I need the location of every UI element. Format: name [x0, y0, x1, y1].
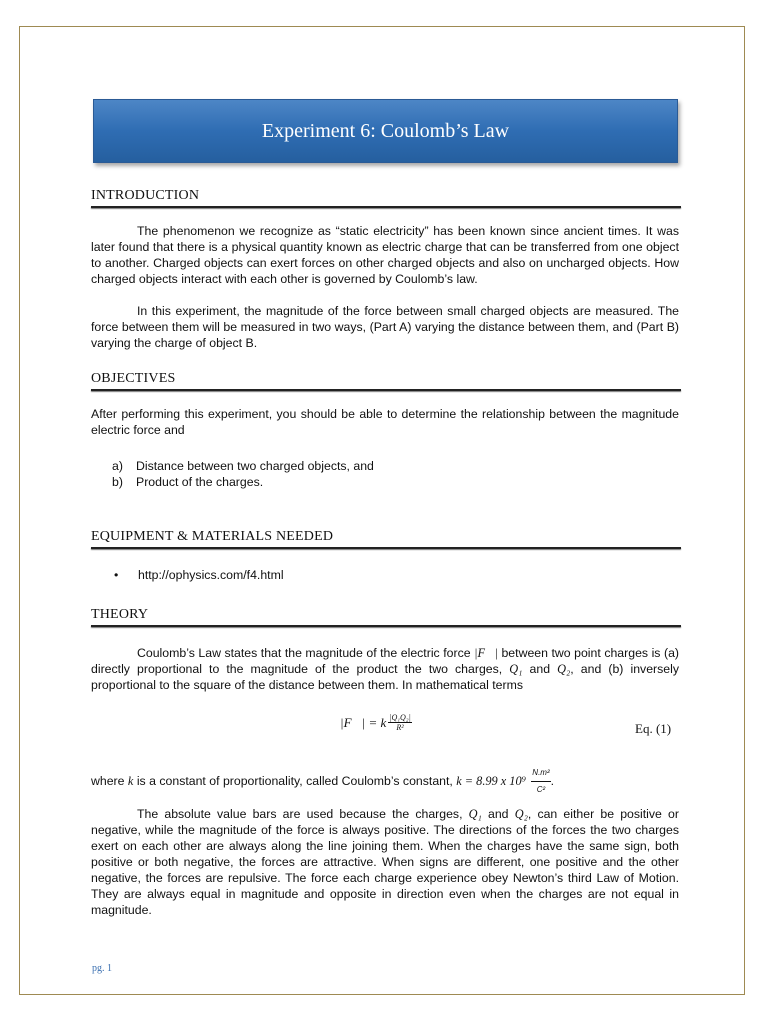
- heading-rule: [91, 625, 681, 627]
- heading-rule: [91, 206, 681, 208]
- equipment-heading: EQUIPMENT & MATERIALS NEEDED: [91, 529, 681, 549]
- theory-paragraph-3: The absolute value bars are used because the charges, Q₁ and Q₂, can either be positive or negative, while the magnitude of the force is always positive. The directions of the forces the two charges exert on each other are always along the line joining them. When the charges have the same sign, both positive or both negative, the forces are attractive. When signs are different, one positive and the other negative, the forces are repulsive. The force each charge experience obey Newton’s third Law of Motion. They are always equal in magnitude and opposite in direction even when the charges are not equal in magnitude.: [91, 807, 679, 917]
- equipment-link[interactable]: http://ophysics.com/f4.html: [138, 568, 284, 582]
- theory-heading: THEORY: [91, 607, 681, 627]
- heading-rule: [91, 389, 681, 391]
- title-banner: [93, 99, 678, 163]
- charge-q2: Q₂: [557, 662, 571, 676]
- heading-rule: [91, 547, 681, 549]
- constant-unit: $\frac{\text{N.m²}}{\text{C²}}$: [531, 765, 550, 798]
- list-item: a) Distance between two charged objects, and: [112, 459, 374, 473]
- page-title: Experiment 6: Coulomb’s Law: [261, 119, 510, 142]
- equipment-link-item: [114, 568, 284, 582]
- page-number: pg. 1: [92, 963, 112, 974]
- equation-label: Eq. (1): [635, 721, 672, 736]
- list-item: b) Product of the charges.: [112, 475, 264, 489]
- coulomb-equation: |F⃗| = k $\frac{\text{|Q₁Q₂|}}{\text{R²}}$: [340, 713, 411, 732]
- constant-sentence: where k is a constant of proportionality, called Coulomb’s constant, k = 8.99 x 10⁹ $\frac{\text{N.m²}}{\text{C²}}$ .: [91, 765, 679, 798]
- introduction-paragraph-1: The phenomenon we recognize as “static electricity” has been known since ancient times. It was later found that there is a physical quantity known as electric charge that can be transferred from one object to another. Charged objects can exert forces on other charged objects and also on uncharged objects. How charged objects interact with each other is governed by Coulomb’s law.: [91, 224, 679, 286]
- charge-q1: Q₁: [509, 662, 523, 676]
- theory-paragraph-1: Coulomb’s Law states that the magnitude of the electric force |F⃗| between two point charges is (a) directly proportional to the magnitude of the product the two charges, Q₁ and Q₂, and (b) inversely proportional to the square of the distance between them. In mathematical terms: [91, 646, 680, 692]
- bullet-icon: •: [114, 568, 119, 582]
- objectives-heading: OBJECTIVES: [91, 371, 681, 391]
- equation-fraction: $\frac{\text{|Q₁Q₂|}}{\text{R²}}$: [389, 713, 411, 732]
- introduction-paragraph-2: In this experiment, the magnitude of the force between small charged objects are measured. The force between them will be measured in two ways, (Part A) varying the distance between them, and (Part B) varying the charge of object B.: [91, 304, 679, 350]
- objectives-intro: After performing this experiment, you should be able to determine the relationship between the magnitude electric force and: [91, 407, 679, 437]
- constant-value: k = 8.99 x 10⁹: [456, 773, 526, 788]
- force-symbol: |F⃗|: [474, 646, 498, 660]
- introduction-heading: INTRODUCTION: [91, 188, 681, 208]
